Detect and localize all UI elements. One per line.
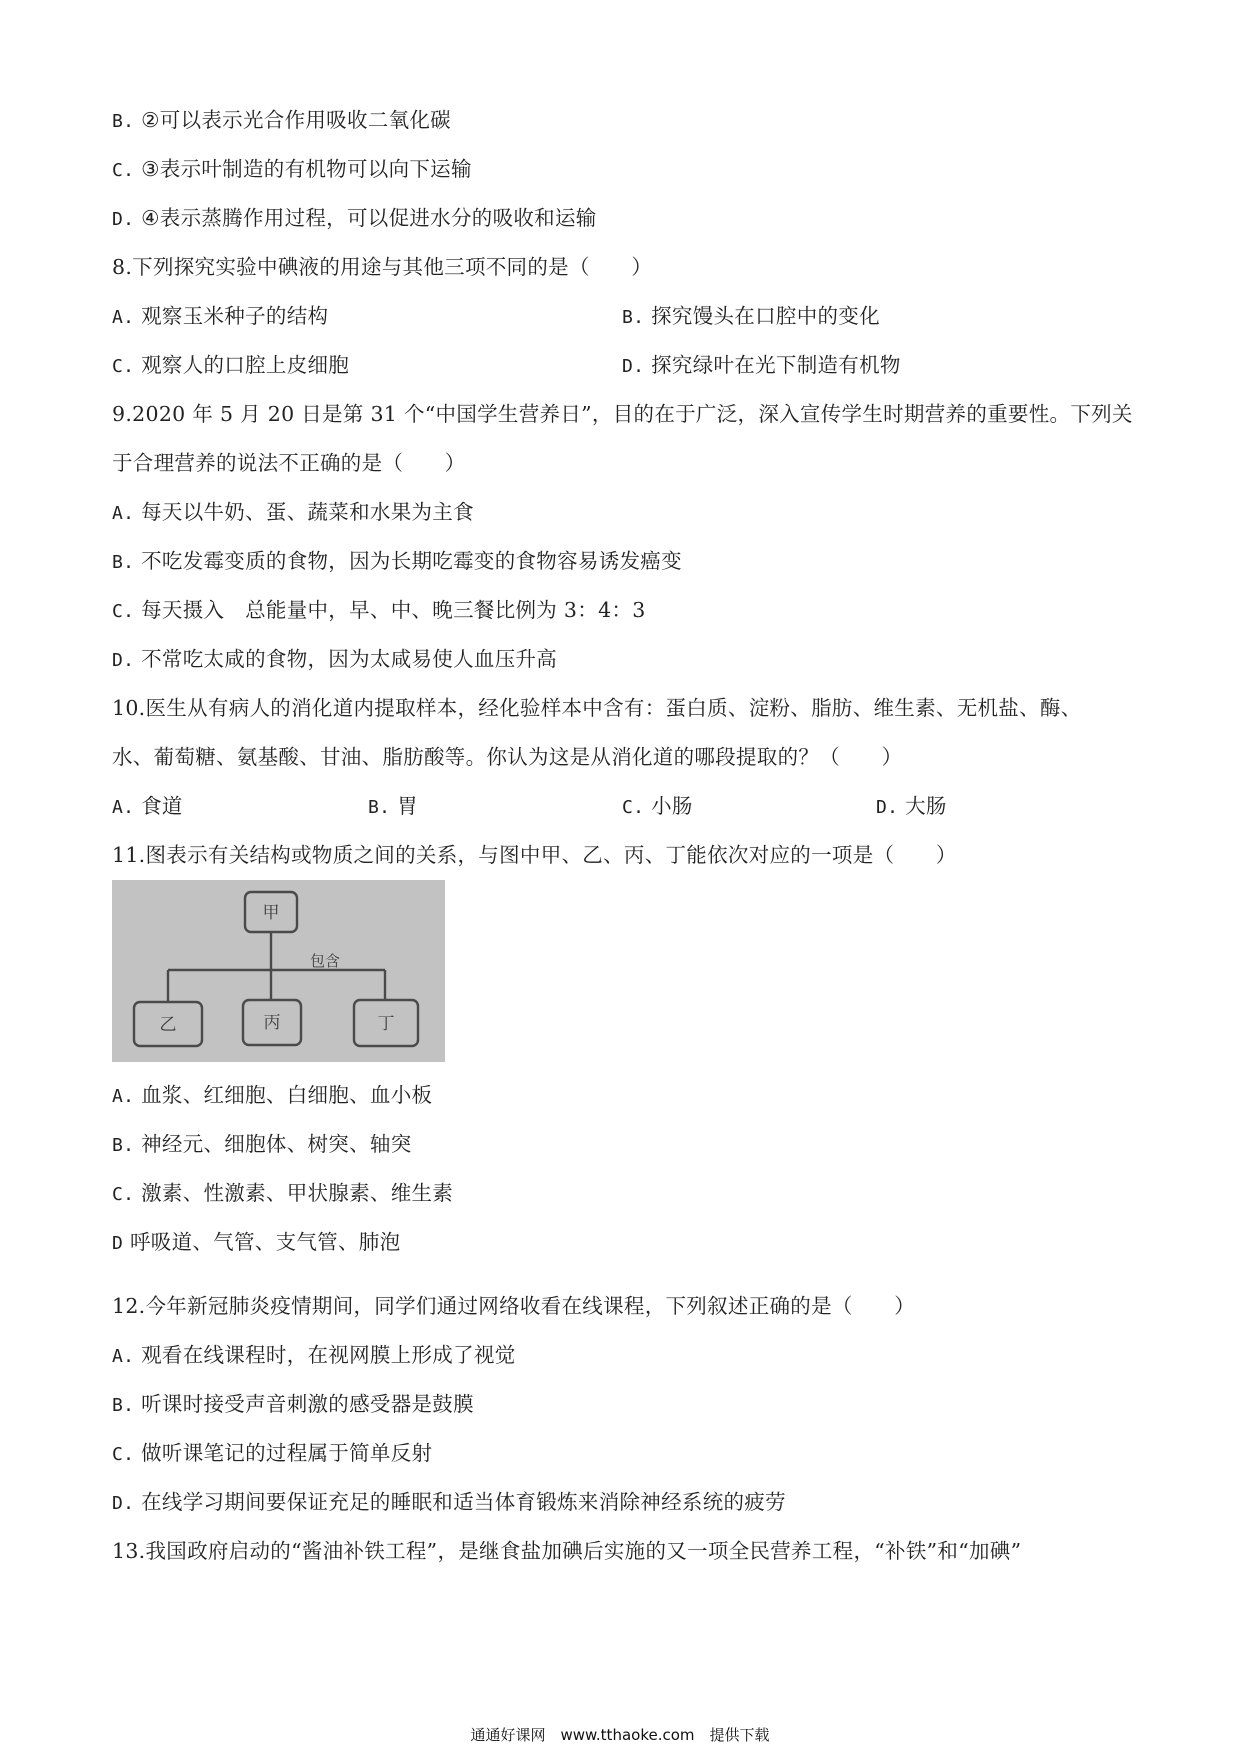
option-text: 每天摄入 总能量中，早、中、晚三餐比例为 3：4：3 [141,598,646,622]
q9-option-a [112,498,474,528]
q12-option-c [112,1439,432,1469]
hierarchy-diagram [112,880,445,1062]
option-label: A. [112,1346,135,1367]
option-text: 胃 [397,794,418,818]
label-relation: 包含 [310,952,341,970]
option-label: C. [112,1184,135,1205]
option-label: D. [622,356,645,377]
option-text: 不常吃太咸的食物，因为太咸易使人血压升高 [141,647,558,671]
option-text: 血浆、红细胞、白细胞、血小板 [141,1083,433,1107]
option-text: 在线学习期间要保证充足的睡眠和适当体育锻炼来消除神经系统的疲劳 [141,1490,786,1514]
q10-option-d [876,792,947,822]
q9-option-c [112,596,646,626]
q11-option-d [112,1228,400,1258]
option-label: C. [112,601,135,622]
q12-stem: 12.今年新冠肺炎疫情期间，同学们通过网络收看在线课程，下列叙述正确的是（ ） [112,1294,916,1318]
option-text: 做听课笔记的过程属于简单反射 [141,1441,433,1465]
label-child-1: 乙 [159,1015,177,1035]
option-text: ④表示蒸腾作用过程，可以促进水分的吸收和运输 [141,206,597,230]
q10-stem-line1: 10.医生从有病人的消化道内提取样本，经化验样本中含有：蛋白质、淀粉、脂肪、维生素、无机盐、酶、 [112,696,1082,720]
option-text: 食道 [141,794,183,818]
option-label: D. [112,650,135,671]
option-label: A. [112,503,135,524]
option-text: 探究馒头在口腔中的变化 [651,304,880,328]
option-label: C. [112,160,135,181]
hierarchy-diagram-svg [112,880,445,1062]
option-label: B. [112,1395,135,1416]
page-footer: 通通好课网 www.tthaoke.com 提供下载 [470,1726,770,1744]
q10-stem-line2: 水、葡萄糖、氨基酸、甘油、脂肪酸等。你认为这是从消化道的哪段提取的？（ ） [112,745,903,769]
label-top: 甲 [262,903,280,923]
option-text: 激素、性激素、甲状腺素、维生素 [141,1181,454,1205]
q8-option-a [112,302,328,332]
q10-option-b [368,792,418,822]
q11-option-a [112,1081,432,1111]
q8-option-b [622,302,880,332]
option-label: C. [112,356,135,377]
q11-option-b [112,1130,412,1160]
q10-option-c [622,792,693,822]
option-label: B. [112,1135,135,1156]
q13-stem: 13.我国政府启动的“酱油补铁工程”，是继食盐加碘后实施的又一项全民营养工程，“补铁”和“加碘” [112,1539,1022,1563]
option-text: 每天以牛奶、蛋、蔬菜和水果为主食 [141,500,474,524]
option-text: 呼吸道、气管、支气管、肺泡 [129,1230,401,1254]
option-label: D. [112,209,135,230]
option-label: C. [622,797,645,818]
option-text: 探究绿叶在光下制造有机物 [651,353,901,377]
option-label: A. [112,307,135,328]
q9-option-b [112,547,682,577]
option-text: ③表示叶制造的有机物可以向下运输 [141,157,472,181]
option-label: D [112,1233,124,1254]
q12-option-a [112,1341,516,1371]
option-text: 观看在线课程时，在视网膜上形成了视觉 [141,1343,516,1367]
option-text: ②可以表示光合作用吸收二氧化碳 [141,108,451,132]
q7-option-b [112,106,451,136]
option-text: 观察玉米种子的结构 [141,304,329,328]
q9-stem-line2: 于合理营养的说法不正确的是（ ） [112,451,466,475]
q8-option-c [112,351,349,381]
q9-option-d [112,645,557,675]
q7-option-c [112,155,472,185]
option-text: 不吃发霉变质的食物，因为长期吃霉变的食物容易诱发癌变 [141,549,682,573]
option-label: B. [368,797,391,818]
label-child-2: 丙 [263,1013,281,1033]
q7-option-d [112,204,597,234]
option-text: 大肠 [905,794,947,818]
option-text: 观察人的口腔上皮细胞 [141,353,350,377]
q12-option-b [112,1390,474,1420]
option-label: A. [112,1086,135,1107]
option-label: D. [876,797,899,818]
option-text: 小肠 [651,794,693,818]
q11-option-c [112,1179,453,1209]
option-label: A. [112,797,135,818]
option-label: C. [112,1444,135,1465]
q11-stem: 11.图表示有关结构或物质之间的关系，与图中甲、乙、丙、丁能依次对应的一项是（ ） [112,843,957,867]
q10-option-a [112,792,183,822]
option-text: 神经元、细胞体、树突、轴突 [141,1132,412,1156]
label-child-3: 丁 [377,1014,395,1034]
option-label: B. [622,307,645,328]
option-label: B. [112,552,135,573]
option-label: B. [112,111,135,132]
option-text: 听课时接受声音刺激的感受器是鼓膜 [141,1392,474,1416]
q8-stem: 8.下列探究实验中碘液的用途与其他三项不同的是（ ） [112,255,653,279]
option-label: D. [112,1493,135,1514]
q12-option-d [112,1488,786,1518]
q8-option-d [622,351,901,381]
q9-stem-line1: 9.2020 年 5 月 20 日是第 31 个“中国学生营养日”，目的在于广泛，深入宣传学生时期营养的重要性。下列关 [112,402,1133,426]
